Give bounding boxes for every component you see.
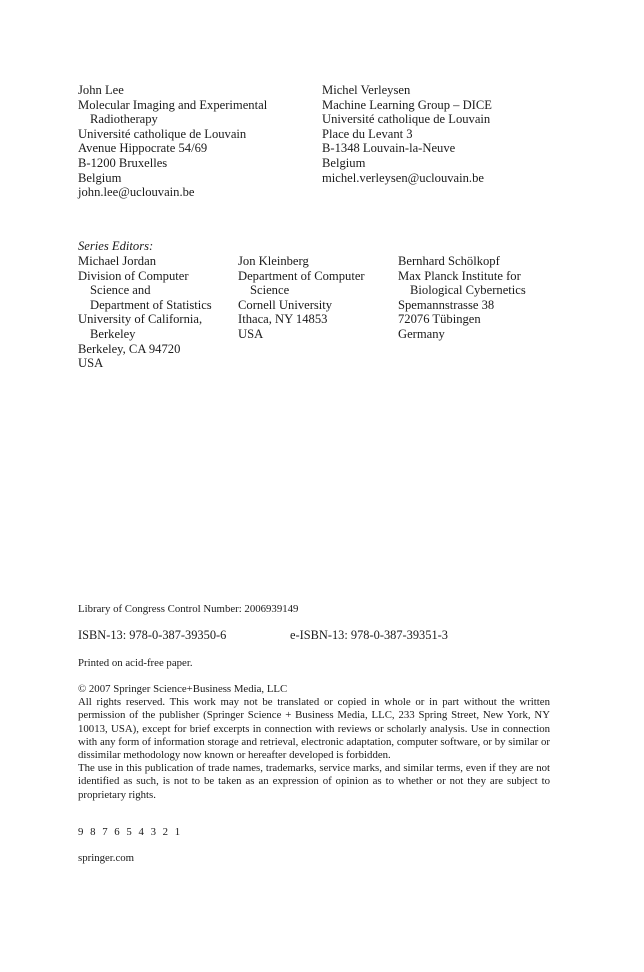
author-address-john-lee <box>78 83 313 200</box>
address-line: B-1200 Bruxelles <box>78 155 168 170</box>
address-line: Avenue Hippocrate 54/69 <box>78 141 208 156</box>
address-line: Science and <box>90 283 151 298</box>
address-line: Ithaca, NY 14853 <box>238 312 328 327</box>
copyright-block <box>78 683 550 802</box>
address-line: Bernhard Schölkopf <box>398 254 500 268</box>
address-line: Cornell University <box>238 297 333 312</box>
address-line: University of California, <box>78 312 203 327</box>
address-line: Biological Cybernetics <box>410 283 526 298</box>
address-line: michel.verleysen@uclouvain.be <box>322 170 484 185</box>
series-editor-michael-jordan <box>78 254 236 371</box>
address-line: Michael Jordan <box>78 254 156 268</box>
lccn-line: Library of Congress Control Number: 2006939149 <box>78 603 299 615</box>
address-line: Radiotherapy <box>90 112 158 127</box>
address-line: Molecular Imaging and Experimental <box>78 97 268 112</box>
address-line: Université catholique de Louvain <box>322 112 491 127</box>
eisbn-line: e-ISBN-13: 978-0-387-39351-3 <box>290 628 448 642</box>
address-line: USA <box>78 356 104 371</box>
address-line: Jon Kleinberg <box>238 254 309 268</box>
rights-paragraph: All rights reserved. This work may not be translated or copied in whole or in part without the written permission of the publisher (Springer Science + Business Media, LLC, 233 Spring Street, New York, NY 10013, USA), except for brief excerpts in connection with reviews or scholarly analysis. Use in connection with any form of information storage and retrieval, electronic adaptation, computer software, or by similar or dissimilar methodology now known or hereafter developed is forbidden. <box>78 696 550 762</box>
author-address-michel-verleysen <box>322 83 562 185</box>
address-line: Science <box>250 283 290 298</box>
series-editors-label: Series Editors: <box>78 239 154 253</box>
address-line: 72076 Tübingen <box>398 312 481 327</box>
address-line: john.lee@uclouvain.be <box>78 185 195 200</box>
series-editor-jon-kleinberg <box>238 254 396 342</box>
address-line: Berkeley, CA 94720 <box>78 341 181 356</box>
isbn-line: ISBN-13: 978-0-387-39350-6 <box>78 628 227 642</box>
address-line: Germany <box>398 326 445 341</box>
address-line: USA <box>238 326 264 341</box>
address-line: Belgium <box>78 170 122 185</box>
address-line: Belgium <box>322 155 366 170</box>
address-line: Max Planck Institute for <box>398 268 521 283</box>
printing-line: 9 8 7 6 5 4 3 2 1 <box>78 826 181 838</box>
address-line: Spemannstrasse 38 <box>398 297 495 312</box>
address-line: Berkeley <box>90 326 136 341</box>
copyright-line: © 2007 Springer Science+Business Media, LLC <box>78 683 288 695</box>
address-line: Department of Computer <box>238 268 365 283</box>
address-line: Place du Levant 3 <box>322 126 413 141</box>
paper-note: Printed on acid-free paper. <box>78 657 193 669</box>
address-line: Department of Statistics <box>90 297 212 312</box>
address-line: Michel Verleysen <box>322 83 411 97</box>
series-editor-bernhard-scholkopf <box>398 254 563 342</box>
website: springer.com <box>78 852 135 864</box>
address-line: Université catholique de Louvain <box>78 126 247 141</box>
address-line: B-1348 Louvain-la-Neuve <box>322 141 456 156</box>
address-line: Division of Computer <box>78 268 189 283</box>
address-line: John Lee <box>78 83 124 97</box>
trademark-paragraph: The use in this publication of trade names, trademarks, service marks, and similar terms, even if they are not identified as such, is not to be taken as an expression of opinion as to whether or not they are subject to proprietary rights. <box>78 762 550 801</box>
address-line: Machine Learning Group – DICE <box>322 97 492 112</box>
